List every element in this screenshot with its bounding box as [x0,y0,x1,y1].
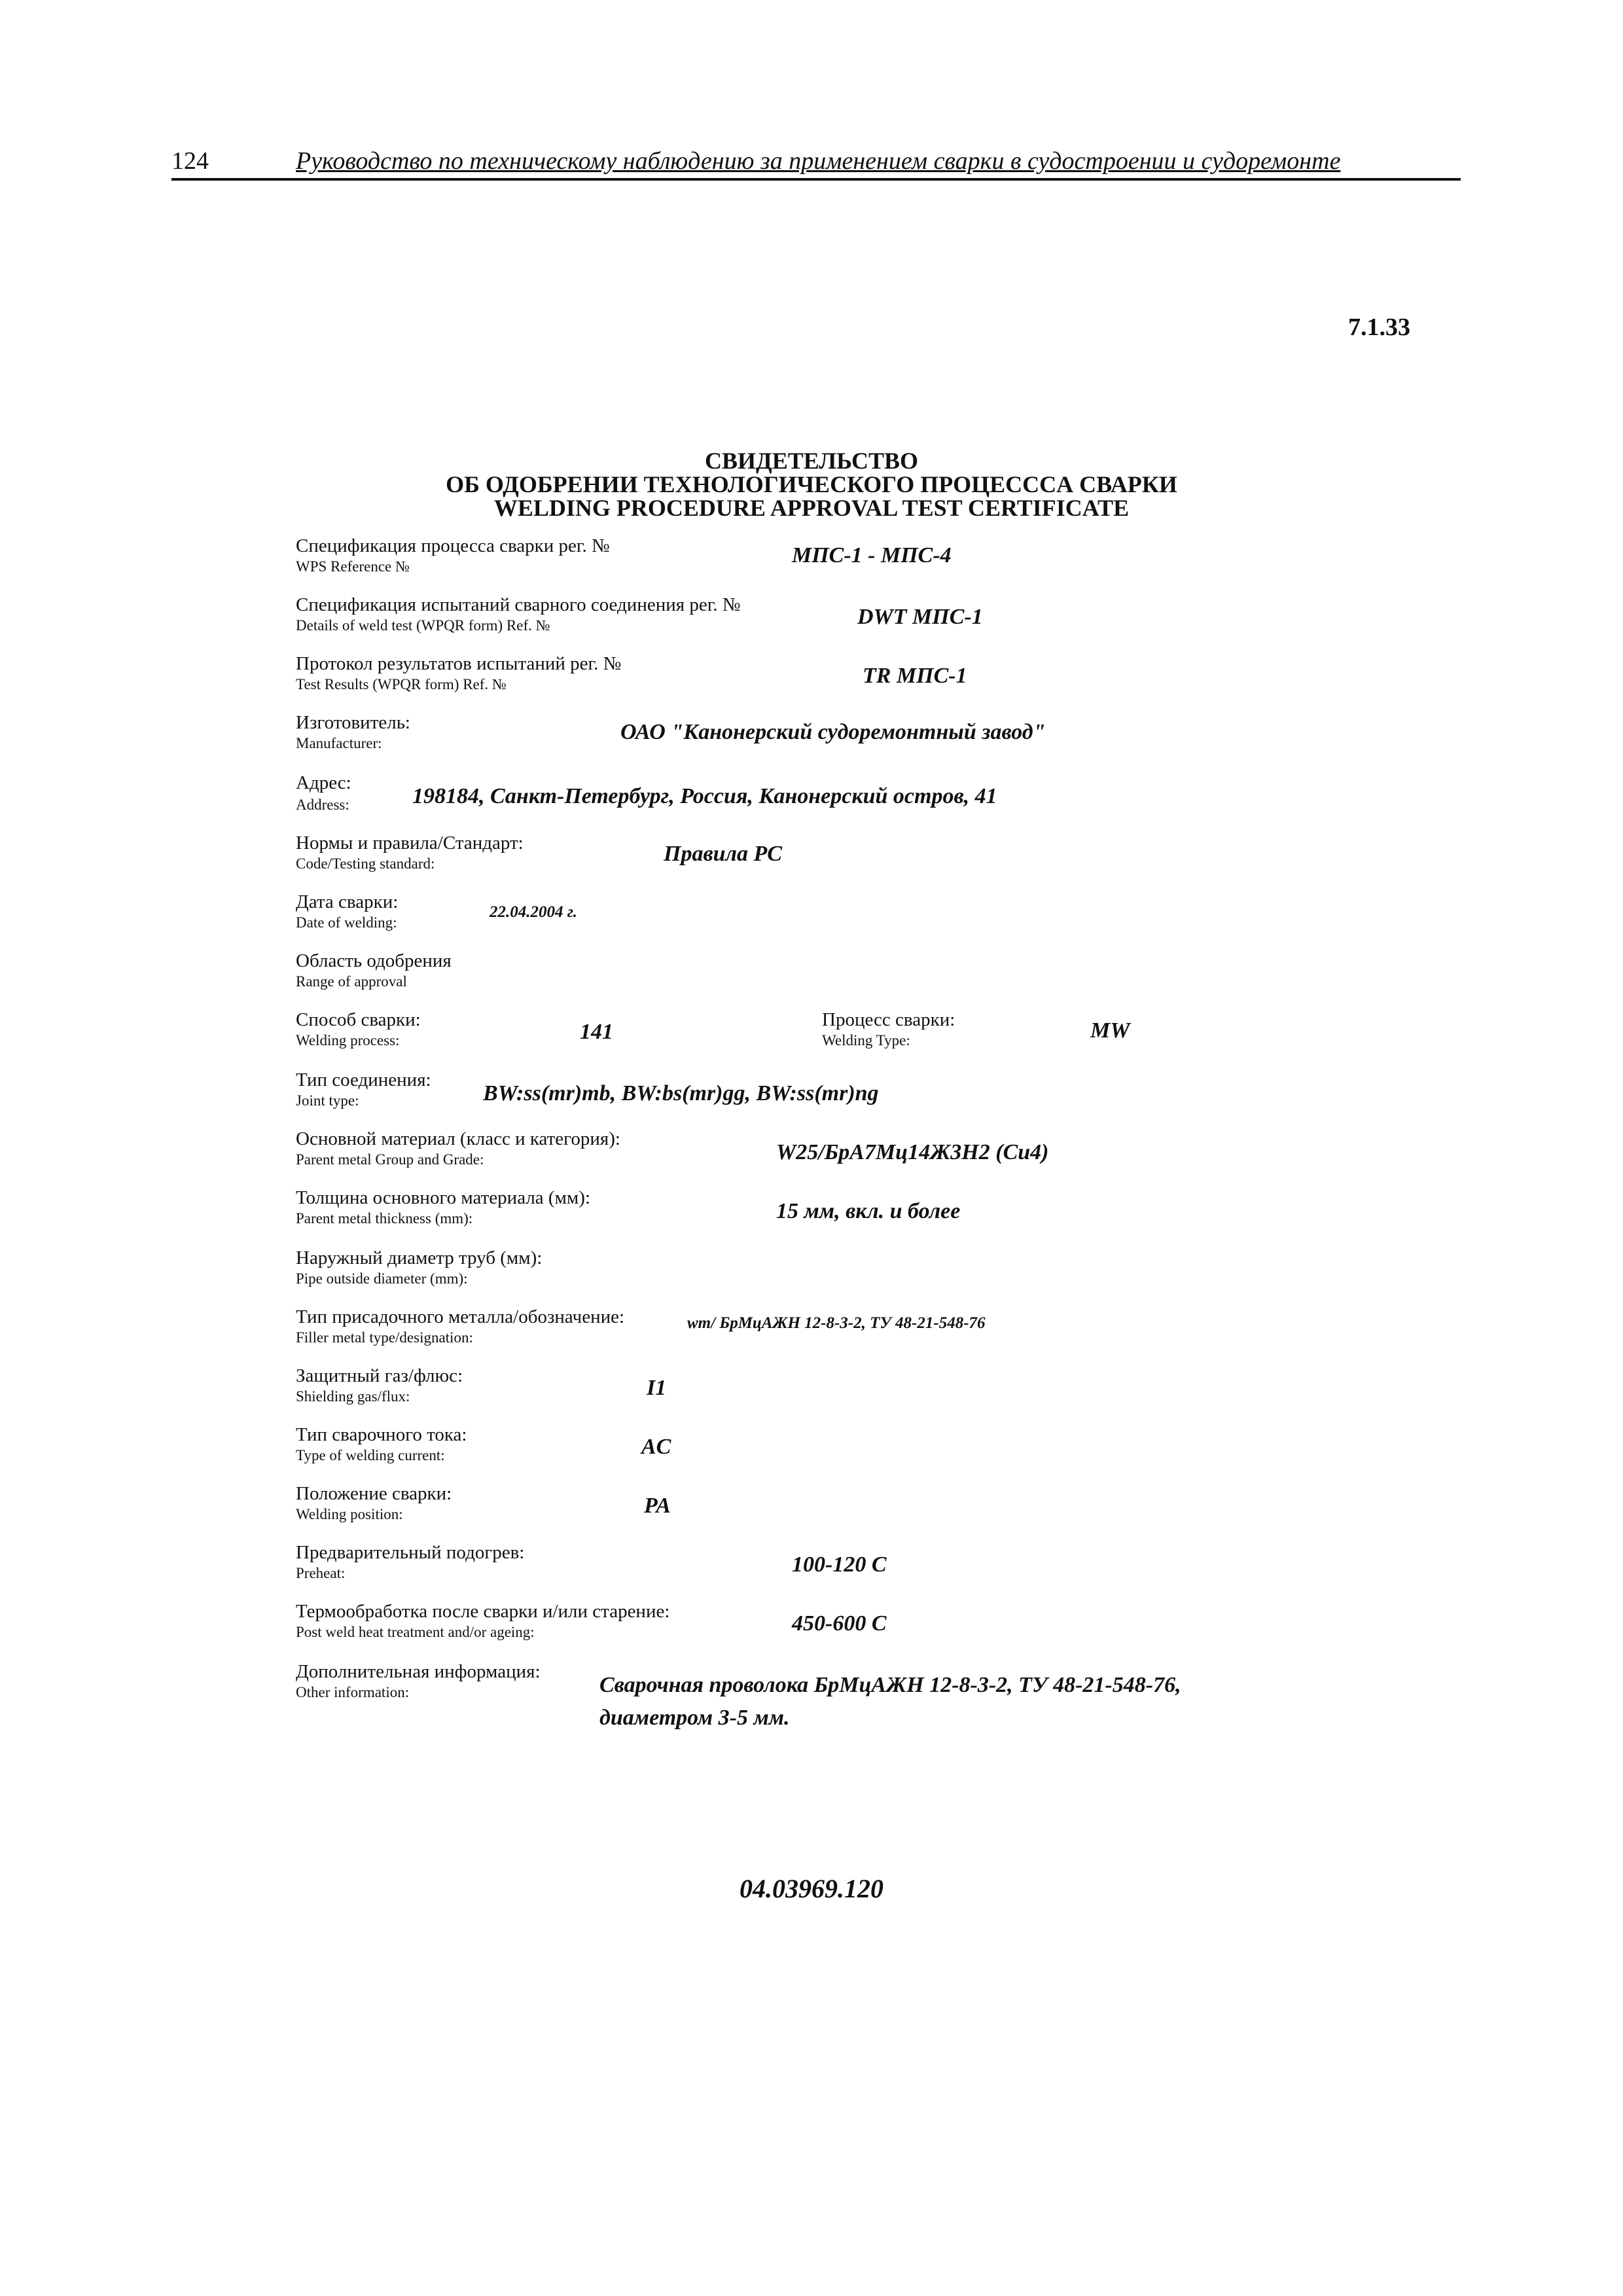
filler-value: wm/ БрМцАЖН 12-8-3-2, ТУ 48-21-548-76 [687,1314,986,1332]
gas-value: I1 [647,1376,667,1400]
welding-type-value: MW [1090,1018,1130,1043]
weld-test-label-ru: Спецификация испытаний сварного соединения рег. № [296,594,741,615]
certificate-title: СВИДЕТЕЛЬСТВО [704,448,919,474]
position-value: PA [644,1494,671,1518]
position-label-ru: Положение сварки: [296,1483,452,1504]
pipe-diameter-label-ru: Наружный диаметр труб (мм): [296,1247,543,1268]
gas-label-en: Shielding gas/flux: [296,1388,410,1405]
gas-label-ru: Защитный газ/флюс: [296,1365,463,1386]
welding-type-label-ru: Процесс сварки: [822,1009,955,1030]
filler-label-ru: Тип присадочного металла/обозначение: [296,1306,625,1327]
weld-test-value: DWT МПС-1 [857,605,983,629]
code-value: Правила РС [664,842,782,866]
parent-metal-label-ru: Основной материал (класс и категория): [296,1128,620,1149]
code-label-en: Code/Testing standard: [296,855,435,872]
thickness-label-en: Parent metal thickness (mm): [296,1210,473,1227]
test-results-label-ru: Протокол результатов испытаний рег. № [296,653,622,674]
address-label-ru: Адрес: [296,772,351,793]
wps-ref-label-ru: Спецификация процесса сварки рег. № [296,535,610,556]
thickness-label-ru: Толщина основного материала (мм): [296,1187,590,1208]
document-number: 7.1.33 [1348,314,1410,341]
process-label-en: Welding process: [296,1032,400,1049]
current-value: AC [641,1435,671,1459]
address-label-en: Address: [296,797,349,813]
thickness-value: 15 мм, вкл. и более [776,1199,961,1223]
other-info-label-ru: Дополнительная информация: [296,1661,541,1682]
certificate-subtitle: ОБ ОДОБРЕНИИ ТЕХНОЛОГИЧЕСКОГО ПРОЦЕССCА СВАРКИ [446,471,1177,497]
process-label-ru: Способ сварки: [296,1009,421,1030]
footer-code: 04.03969.120 [740,1874,883,1903]
process-value: 141 [580,1020,613,1044]
position-label-en: Welding position: [296,1506,403,1522]
joint-label-ru: Тип соединения: [296,1069,431,1090]
pwht-label-en: Post weld heat treatment and/or ageing: [296,1624,535,1640]
other-info-value-line2: диаметром 3-5 мм. [599,1706,790,1730]
welding-type-label-en: Welding Type: [822,1032,910,1049]
date-value: 22.04.2004 г. [490,903,577,921]
test-results-label-en: Test Results (WPQR form) Ref. № [296,676,507,692]
weld-test-label-en: Details of weld test (WPQR form) Ref. № [296,617,550,634]
pipe-diameter-label-en: Pipe outside diameter (mm): [296,1270,468,1287]
other-info-label-en: Other information: [296,1684,410,1700]
header-rule [171,178,1461,181]
address-value: 198184, Санкт-Петербург, Россия, Канонерский остров, 41 [412,784,997,808]
date-label-ru: Дата сварки: [296,891,399,912]
preheat-label-en: Preheat: [296,1565,346,1581]
range-label-ru: Область одобрения [296,950,452,971]
date-label-en: Date of welding: [296,914,397,931]
parent-metal-label-en: Parent metal Group and Grade: [296,1151,484,1168]
wps-ref-value: МПС-1 - МПС-4 [792,543,952,567]
joint-label-en: Joint type: [296,1092,359,1109]
page-number: 124 [171,147,209,175]
preheat-value: 100-120 С [792,1552,887,1577]
pwht-value: 450-600 С [792,1611,887,1636]
filler-label-en: Filler metal type/designation: [296,1329,473,1346]
running-title: Руководство по техническому наблюдению за применением сварки в судостроении и судоремонте [296,147,1341,175]
manufacturer-label-ru: Изготовитель: [296,712,410,733]
wps-ref-label-en: WPS Reference № [296,558,410,575]
pwht-label-ru: Термообработка после сварки и/или старение: [296,1601,670,1622]
test-results-value: TR МПС-1 [863,664,967,688]
joint-value: BW:ss(mr)mb, BW:bs(mr)gg, BW:ss(mr)ng [483,1081,879,1105]
certificate-title-en: WELDING PROCEDURE APPROVAL TEST CERTIFICATE [493,495,1130,521]
manufacturer-value: ОАО "Канонерский судоремонтный завод" [620,720,1046,744]
code-label-ru: Нормы и правила/Стандарт: [296,833,524,853]
current-label-ru: Тип сварочного тока: [296,1424,467,1445]
other-info-value-line1: Сварочная проволока БрМцАЖН 12-8-3-2, ТУ 48-21-548-76, [599,1673,1181,1697]
manufacturer-label-en: Manufacturer: [296,735,382,751]
preheat-label-ru: Предварительный подогрев: [296,1542,525,1563]
current-label-en: Type of welding current: [296,1447,445,1463]
parent-metal-value: W25/БрА7Мц14Ж3Н2 (Cu4) [776,1140,1049,1164]
range-label-en: Range of approval [296,973,407,990]
